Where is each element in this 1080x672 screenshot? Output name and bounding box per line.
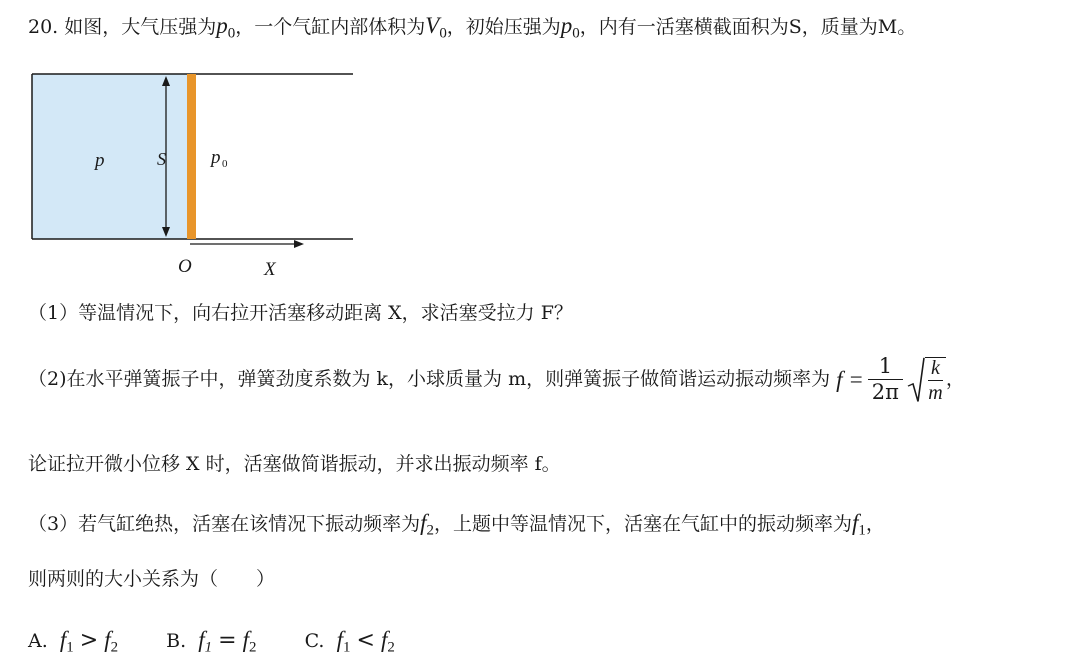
radical-sign-icon (907, 357, 925, 403)
piston (187, 74, 196, 239)
p0-symbol-2: $p_0$ (560, 13, 580, 42)
options-row (28, 628, 437, 655)
part2-text-b: 论证拉开微小位移 X 时，活塞做简谐振动，并求出振动频率 f。 (28, 453, 561, 475)
option-c[interactable]: C. $f_1 < f_2$ (304, 627, 395, 656)
part1-text: （1）等温情况下，向右拉开活塞移动距离 X，求活塞受拉力 F？ (28, 302, 573, 324)
displacement-label: X (264, 259, 276, 280)
part2-line: （2)在水平弹簧振子中，弹簧劲度系数为 k，小球质量为 m，则弹簧振子做简谐运动振动频率为 f = $\frac{1}{2\pi}$ $\frac{k}{m}$ ， (28, 354, 965, 404)
f2-symbol: $f_2$ (420, 510, 434, 539)
option-a[interactable]: A. $f_1 > f_2$ (28, 627, 119, 656)
origin-label: O (178, 256, 192, 277)
option-b[interactable]: B. $f_1 = f_2$ (166, 627, 257, 656)
part3-line: （3）若气缸绝热，活塞在该情况下振动频率为$f_2$，上题中等温情况下，活塞在气缸中的振动频率为$f_1$， (28, 510, 885, 539)
fraction-1-over-2pi: $\frac{1}{2\pi}$ (868, 356, 903, 403)
question-stem: 20. 如图，大气压强为$p_0$，一个气缸内部体积为$V_0$，初始压强为$p_0$，内有一活塞横截面积为S，质量为M。 (28, 13, 917, 42)
v0-symbol: $V_0$ (425, 13, 447, 42)
gas-pressure-label: p (95, 150, 105, 171)
ambient-pressure-subscript: 0 (222, 158, 228, 170)
f1-symbol: $f_1$ (851, 510, 866, 539)
sqrt-k-over-m: $\frac{k}{m}$ (907, 357, 946, 403)
f-equals: f = (836, 367, 864, 392)
x-axis-arrow-head (294, 240, 304, 248)
area-label: S (157, 149, 166, 169)
cylinder-diagram (28, 68, 358, 283)
ambient-pressure-label: p (211, 147, 221, 168)
part3-text-b: 则两则的大小关系为（ ） (28, 568, 276, 590)
p0-symbol: $p_0$ (216, 13, 236, 42)
